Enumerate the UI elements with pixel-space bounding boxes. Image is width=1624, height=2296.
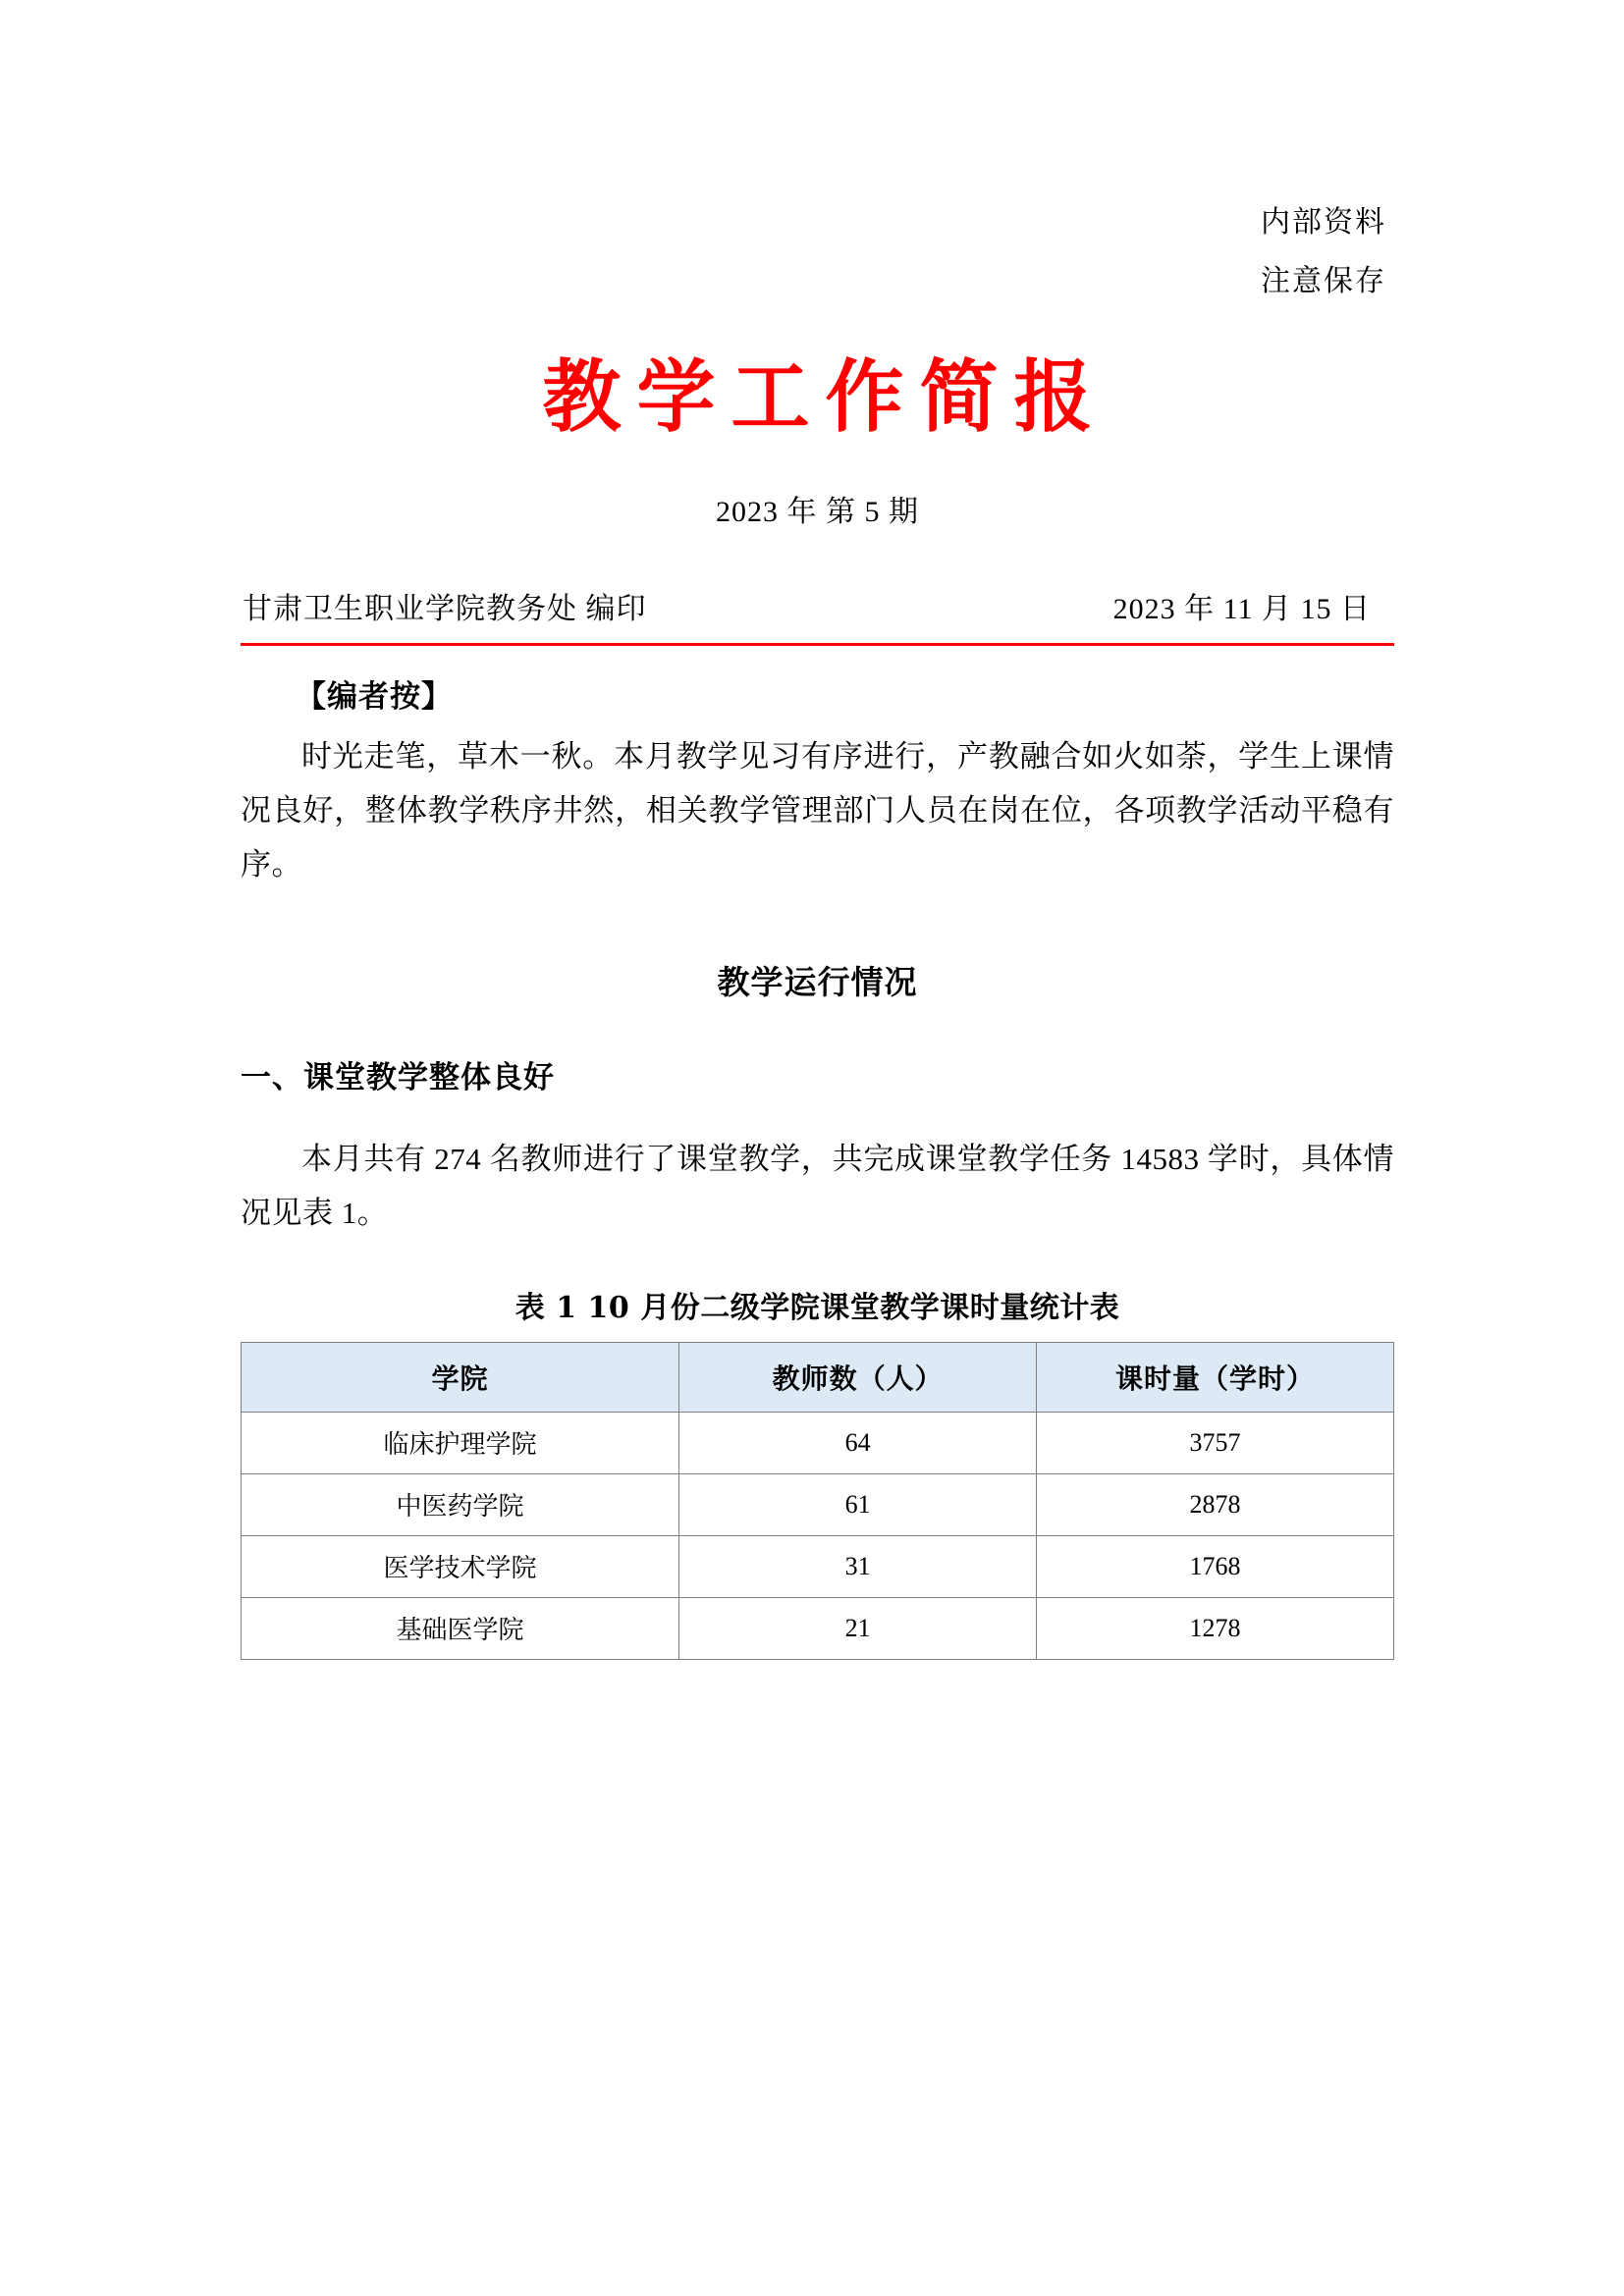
table-row — [242, 1473, 1394, 1535]
editor-note-paragraph: 时光走笔，草木一秋。本月教学见习有序进行，产教融合如火如荼，学生上课情况良好，整体教学秩序井然，相关教学管理部门人员在岗在位，各项教学活动平稳有序。 — [241, 739, 1394, 882]
cell-class-hours: 1278 — [1037, 1597, 1394, 1659]
column-header-college: 学院 — [242, 1342, 679, 1412]
table-header-row — [242, 1342, 1394, 1412]
cell-teacher-count: 21 — [679, 1597, 1037, 1659]
cell-teacher-count: 61 — [679, 1473, 1037, 1535]
cell-college: 临床护理学院 — [242, 1412, 679, 1473]
editor-note-label: 【编者按】 — [296, 679, 453, 715]
table-row — [242, 1597, 1394, 1659]
sub-heading-classroom-teaching: 一、课堂教学整体良好 — [241, 1059, 555, 1095]
column-header-class-hours: 课时量（学时） — [1037, 1342, 1394, 1412]
cell-college: 中医药学院 — [242, 1473, 679, 1535]
issue-number: 2023 年 第 5 期 — [716, 496, 919, 528]
cell-teacher-count: 64 — [679, 1412, 1037, 1473]
cell-class-hours: 2878 — [1037, 1473, 1394, 1535]
column-header-teacher-count: 教师数（人） — [679, 1342, 1037, 1412]
classroom-hours-table — [241, 1342, 1394, 1660]
internal-material-note: 内部资料 — [1261, 206, 1386, 239]
imprint-row — [241, 584, 1394, 627]
table-row — [242, 1412, 1394, 1473]
masthead-notes — [241, 208, 1394, 296]
main-heading: 教学运行情况 — [717, 962, 918, 1001]
cell-college: 基础医学院 — [242, 1597, 679, 1659]
table-caption: 表 1 10 月份二级学院课堂教学课时量统计表 — [514, 1290, 1120, 1325]
cell-class-hours: 3757 — [1037, 1412, 1394, 1473]
cell-class-hours: 1768 — [1037, 1535, 1394, 1597]
masthead-divider — [241, 643, 1394, 646]
page-content — [241, 0, 1394, 1660]
publish-date: 2023 年 11 月 15 日 — [1112, 593, 1371, 625]
paragraph-classroom-teaching: 本月共有 274 名教师进行了课堂教学，共完成课堂教学任务 14583 学时，具体情况见表 1。 — [241, 1141, 1394, 1230]
keep-safe-note: 注意保存 — [1261, 265, 1386, 297]
page-title: 教学工作简报 — [542, 350, 1109, 443]
cell-college: 医学技术学院 — [242, 1535, 679, 1597]
publisher-label: 甘肃卫生职业学院教务处 编印 — [243, 593, 647, 625]
table-row — [242, 1535, 1394, 1597]
cell-teacher-count: 31 — [679, 1535, 1037, 1597]
